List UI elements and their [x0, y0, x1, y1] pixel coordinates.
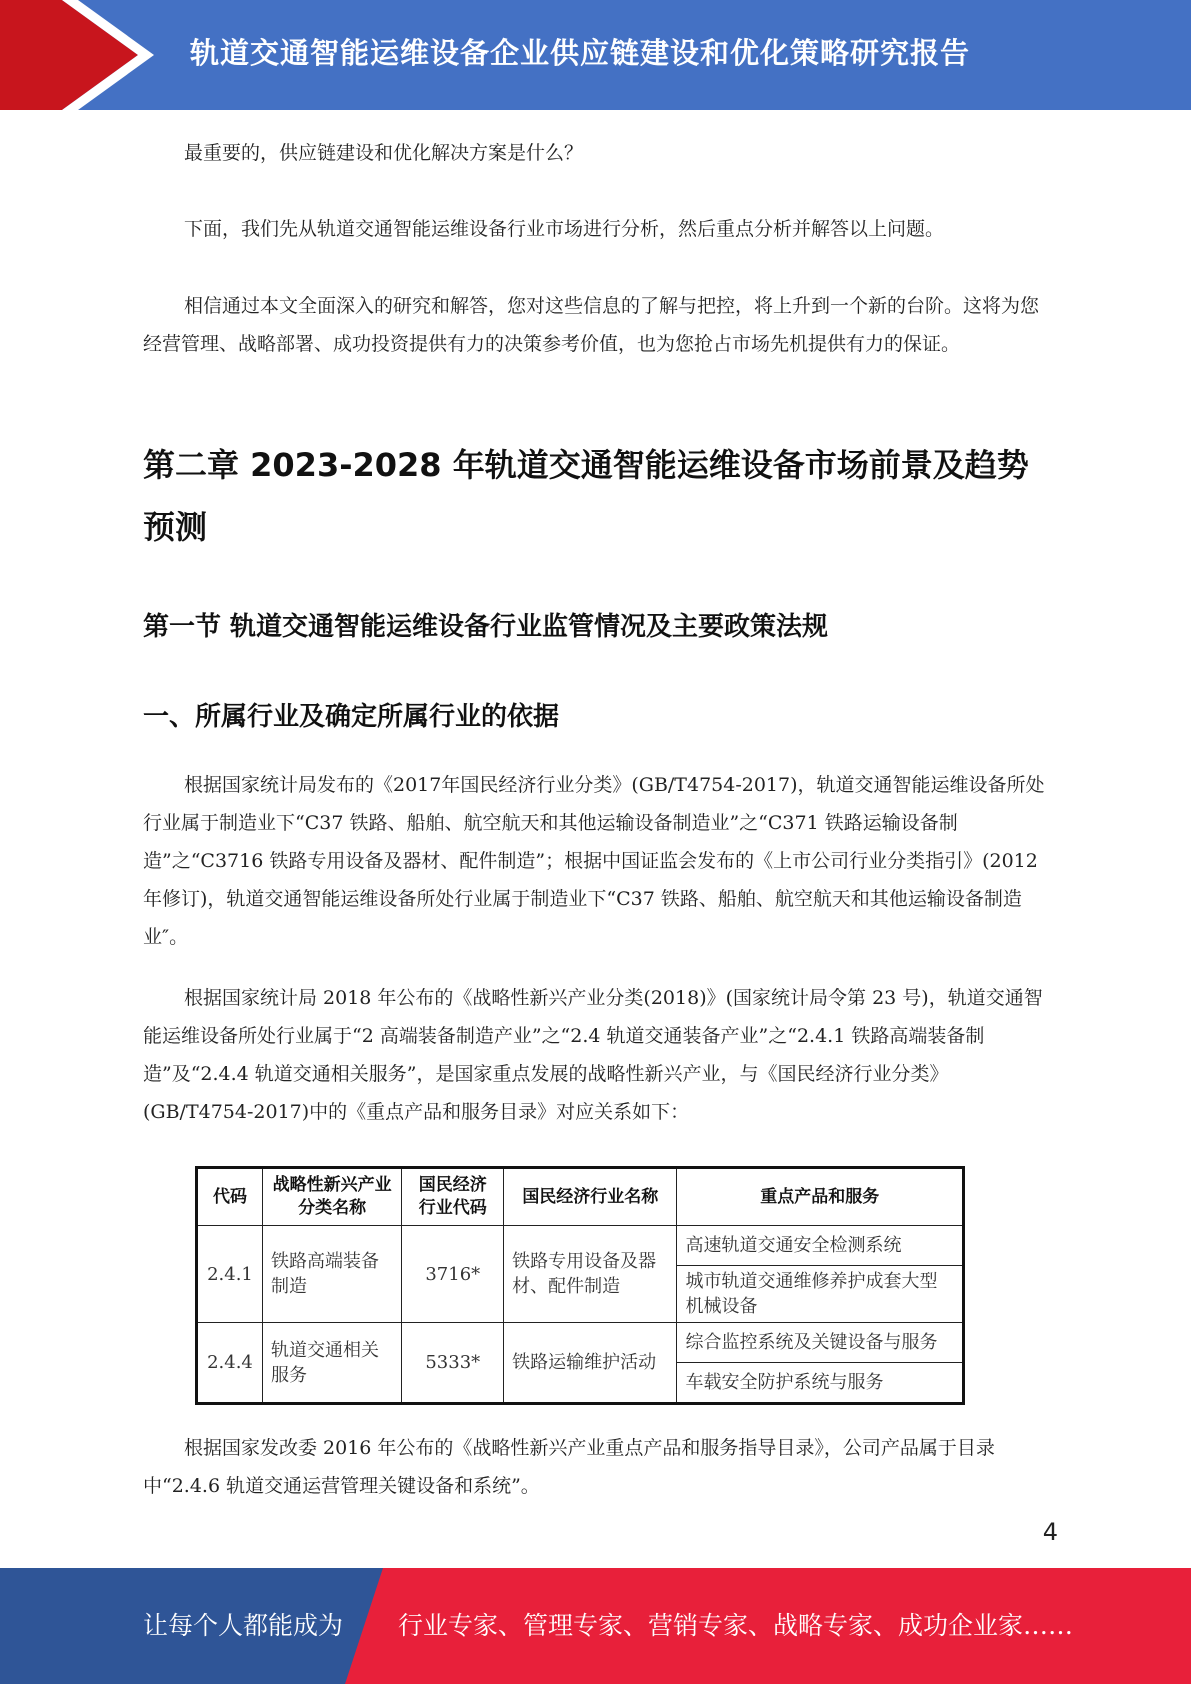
table-row: [197, 1323, 964, 1363]
table-row: [197, 1226, 964, 1266]
cell-product: 城市轨道交通维修养护成套大型机械设备: [677, 1266, 964, 1323]
paragraph-3: 相信通过本文全面深入的研究和解答，您对这些信息的了解与把控，将上升到一个新的台阶。这将为您经营管理、战略部署、成功投资提供有力的决策参考价值，也为您抢占市场先机提供有力的保证。: [143, 295, 1040, 355]
paragraph-1: 最重要的，供应链建设和优化解决方案是什么？: [184, 142, 584, 164]
cell-industry-name: 铁路运输维护活动: [504, 1323, 677, 1404]
page-number: 4: [1042, 1518, 1058, 1546]
header-category: 战略性新兴产业分类名称: [262, 1168, 401, 1226]
cell-product: 车载安全防护系统与服务: [677, 1363, 964, 1404]
industry-classification-table: [195, 1166, 965, 1405]
cell-category: 铁路高端装备制造: [262, 1226, 401, 1323]
cell-code: 2.4.1: [197, 1226, 263, 1323]
industry-classification-table-wrapper: [195, 1166, 965, 1405]
header-code: 代码: [197, 1168, 263, 1226]
cell-category: 轨道交通相关服务: [262, 1323, 401, 1404]
cell-industry-name: 铁路专用设备及器材、配件制造: [504, 1226, 677, 1323]
subsection-heading: 一、所属行业及确定所属行业的依据: [143, 702, 560, 732]
page-header: [0, 0, 1191, 110]
cell-product: 高速轨道交通安全检测系统: [677, 1226, 964, 1266]
paragraph-4: 根据国家统计局发布的《2017年国民经济行业分类》(GB/T4754-2017)，轨道交通智能运维设备所处行业属于制造业下“C37 铁路、船舶、航空航天和其他运输设备制造业”之“C371 铁路运输设备制造”之“C3716 铁路专用设备及器材、配件制造”；根据中国证监会发布的《上市公司行业分类指引》(2012 年修订)，轨道交通智能运维设备所处行业属于制造业下“C37 铁路、船舶、航空航天和其他运输设备制造业″。: [143, 774, 1045, 948]
header-industry-code: 国民经济行业代码: [402, 1168, 504, 1226]
footer-slogan-right: 行业专家、管理专家、营销专家、战略专家、成功企业家……: [398, 1611, 1074, 1640]
cell-product: 综合监控系统及关键设备与服务: [677, 1323, 964, 1363]
paragraph-6: 根据国家发改委 2016 年公布的《战略性新兴产业重点产品和服务指导目录》，公司产品属于目录中“2.4.6 轨道交通运营管理关键设备和系统”。: [143, 1437, 995, 1497]
table-header-row: [197, 1168, 964, 1226]
header-products: 重点产品和服务: [677, 1168, 964, 1226]
cell-industry-code: 5333*: [402, 1323, 504, 1404]
section-heading: 第一节 轨道交通智能运维设备行业监管情况及主要政策法规: [143, 612, 829, 642]
cell-code: 2.4.4: [197, 1323, 263, 1404]
footer-slogan-left: 让每个人都能成为: [143, 1611, 344, 1640]
paragraph-5: 根据国家统计局 2018 年公布的《战略性新兴产业分类(2018)》(国家统计局令第 23 号)，轨道交通智能运维设备所处行业属于“2 高端装备制造产业”之“2.4 轨道交通装备产业”之“2.4.1 铁路高端装备制造”及“2.4.4 轨道交通相关服务”，是国家重点发展的战略性新兴产业，与《国民经济行业分类》(GB/T4754-2017)中的《重点产品和服务目录》对应关系如下：: [143, 987, 1043, 1123]
paragraph-2: 下面，我们先从轨道交通智能运维设备行业市场进行分析，然后重点分析并解答以上问题。: [184, 218, 945, 240]
cell-industry-code: 3716*: [402, 1226, 504, 1323]
header-industry-name: 国民经济行业名称: [504, 1168, 677, 1226]
report-title: 轨道交通智能运维设备企业供应链建设和优化策略研究报告: [190, 36, 971, 70]
page-footer: [0, 1568, 1191, 1684]
chapter-heading: 第二章 2023-2028 年轨道交通智能运维设备市场前景及趋势预测: [143, 446, 1029, 546]
